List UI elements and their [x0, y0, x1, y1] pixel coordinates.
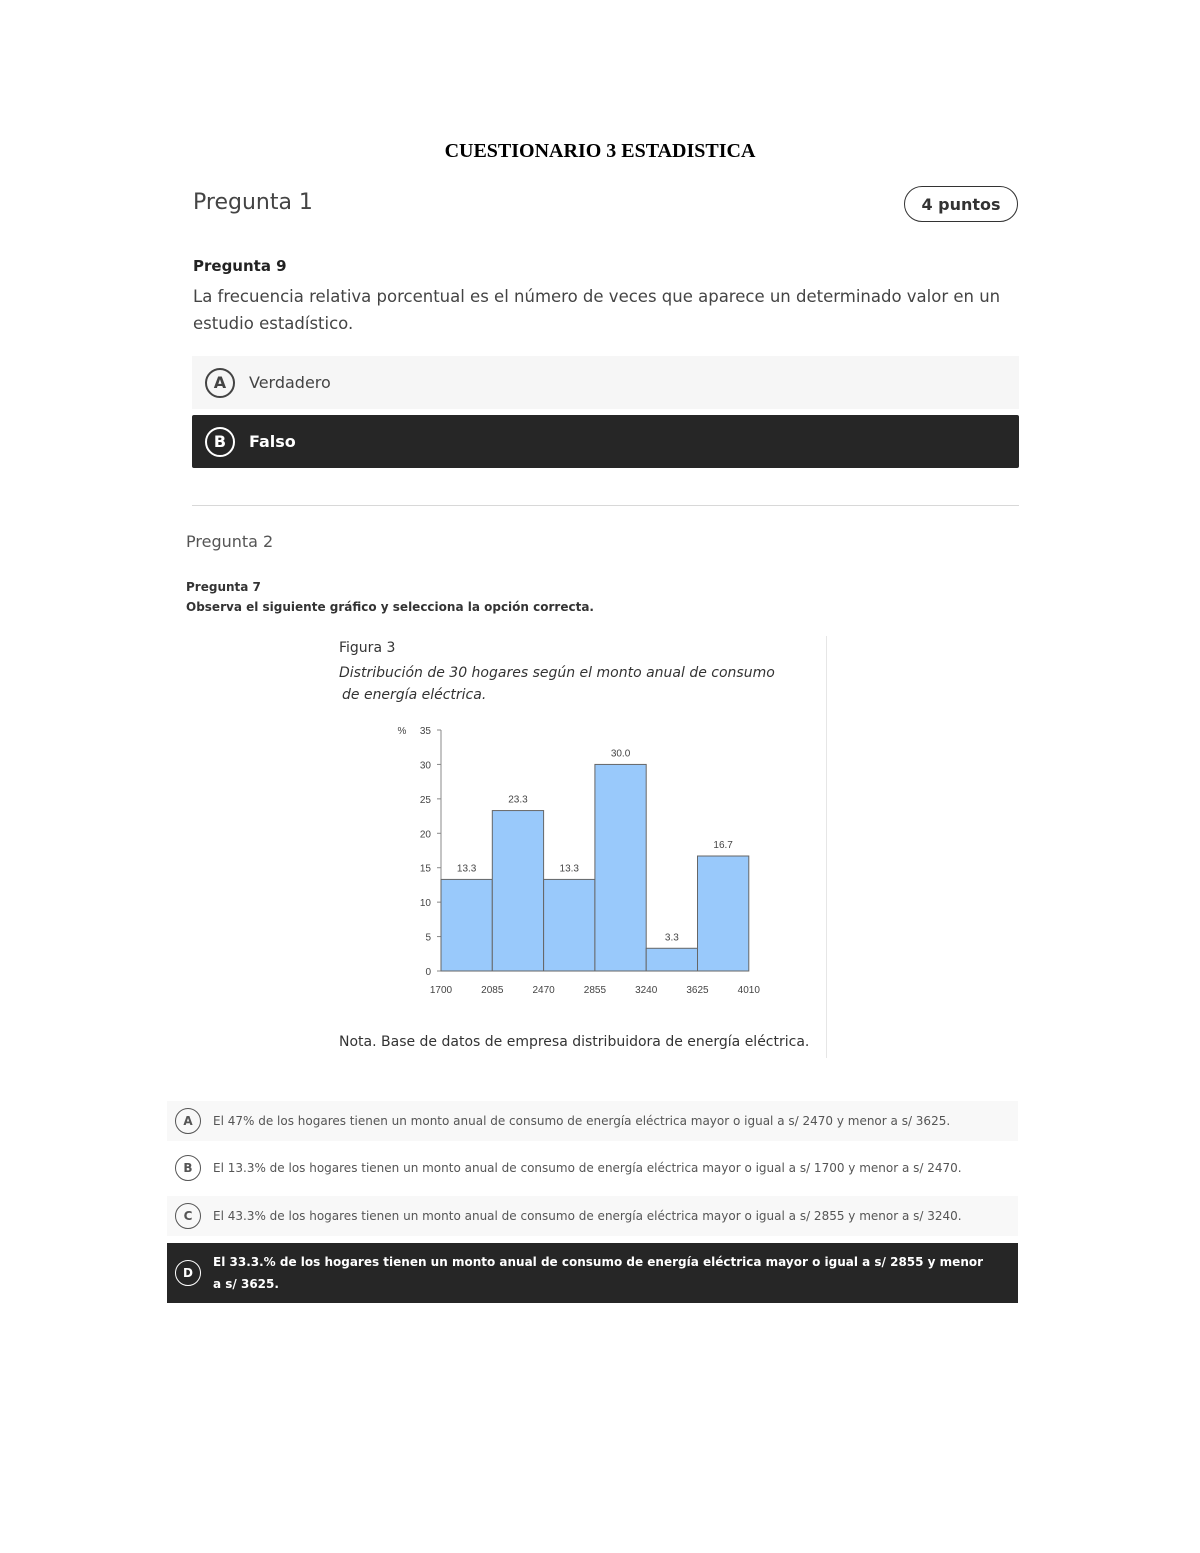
question-2-text: Observa el siguiente gráfico y selecciona la opción correcta. — [186, 600, 594, 614]
option-label: Falso — [249, 432, 296, 451]
bar-value-label: 23.3 — [508, 794, 528, 806]
y-tick-label: 10 — [419, 898, 431, 910]
figure-caption — [339, 662, 819, 706]
question-2-subheading: Pregunta 7 — [186, 580, 261, 594]
option-label: El 43.3% de los hogares tienen un monto anual de consumo de energía eléctrica mayor o igual a s/ 2855 y menor a s/ 3240. — [213, 1209, 962, 1223]
bar-value-label: 13.3 — [456, 863, 477, 875]
bar-value-label: 16.7 — [713, 840, 733, 852]
bar-value-label: 13.3 — [559, 863, 579, 875]
x-tick-label: 2470 — [532, 985, 555, 996]
y-axis-label: % — [397, 726, 407, 737]
figure-label: Figura 3 — [339, 640, 396, 656]
y-tick-label: 35 — [419, 726, 431, 737]
q2-option-b[interactable] — [167, 1148, 1018, 1188]
histogram-bar — [698, 856, 749, 971]
option-label: El 13.3% de los hogares tienen un monto anual de consumo de energía eléctrica mayor o igual a s/ 1700 y menor a s/ 2470. — [213, 1161, 962, 1175]
question-1-text: La frecuencia relativa porcentual es el número de veces que aparece un determinado valor en un estudio estadístico. — [193, 287, 1001, 333]
y-tick-label: 0 — [425, 967, 431, 978]
option-label: El 33.3.% de los hogares tienen un monto anual de consumo de energía eléctrica mayor o igual a s/ 2855 y menor a s/ 3625. — [213, 1255, 984, 1291]
x-tick-label: 1700 — [429, 985, 453, 996]
x-tick-label: 3240 — [635, 985, 658, 996]
figure-caption-line-1: Distribución de 30 hogares según el monto anual de consumo — [339, 665, 775, 681]
option-letter-c: C — [175, 1203, 201, 1229]
y-tick-label: 30 — [419, 760, 431, 772]
histogram-bar — [441, 879, 492, 971]
question-2-heading: Pregunta 2 — [186, 532, 274, 551]
q1-option-a[interactable] — [192, 356, 1019, 409]
option-letter-a: A — [175, 1108, 201, 1134]
figure-caption-line-2: de energía eléctrica. — [342, 687, 487, 703]
y-tick-label: 5 — [425, 932, 431, 944]
x-tick-label: 3625 — [686, 985, 709, 996]
question-1-heading: Pregunta 1 — [193, 190, 313, 215]
x-tick-label: 2855 — [583, 985, 607, 996]
histogram-chart — [380, 715, 780, 1005]
x-tick-label: 2085 — [481, 985, 504, 996]
q2-option-d-selected[interactable] — [167, 1243, 1018, 1303]
section-divider — [192, 505, 1019, 506]
option-letter-b: B — [205, 427, 235, 457]
option-label: Verdadero — [249, 373, 331, 392]
question-1-subheading: Pregunta 9 — [193, 257, 287, 275]
q1-option-b-selected[interactable] — [192, 415, 1019, 468]
figure-note: Nota. Base de datos de empresa distribuidora de energía eléctrica. — [339, 1034, 810, 1050]
points-badge: 4 puntos — [904, 186, 1018, 222]
q2-option-a[interactable] — [167, 1101, 1018, 1141]
y-tick-label: 15 — [419, 863, 431, 875]
bar-value-label: 3.3 — [664, 932, 679, 944]
x-tick-label: 4010 — [737, 985, 760, 996]
histogram-bar — [646, 948, 697, 971]
q2-option-c[interactable] — [167, 1196, 1018, 1236]
y-tick-label: 20 — [419, 829, 431, 841]
option-label: El 47% de los hogares tienen un monto anual de consumo de energía eléctrica mayor o igual a s/ 2470 y menor a s/ 3625. — [213, 1114, 951, 1128]
option-letter-d: D — [175, 1260, 201, 1286]
y-tick-label: 25 — [419, 794, 431, 806]
bar-value-label: 30.0 — [610, 748, 631, 760]
document-title: CUESTIONARIO 3 ESTADISTICA — [444, 140, 756, 162]
histogram-bar — [544, 879, 595, 971]
option-letter-b: B — [175, 1155, 201, 1181]
option-letter-a: A — [205, 368, 235, 398]
histogram-bar — [492, 811, 543, 971]
histogram-bar — [595, 764, 646, 971]
